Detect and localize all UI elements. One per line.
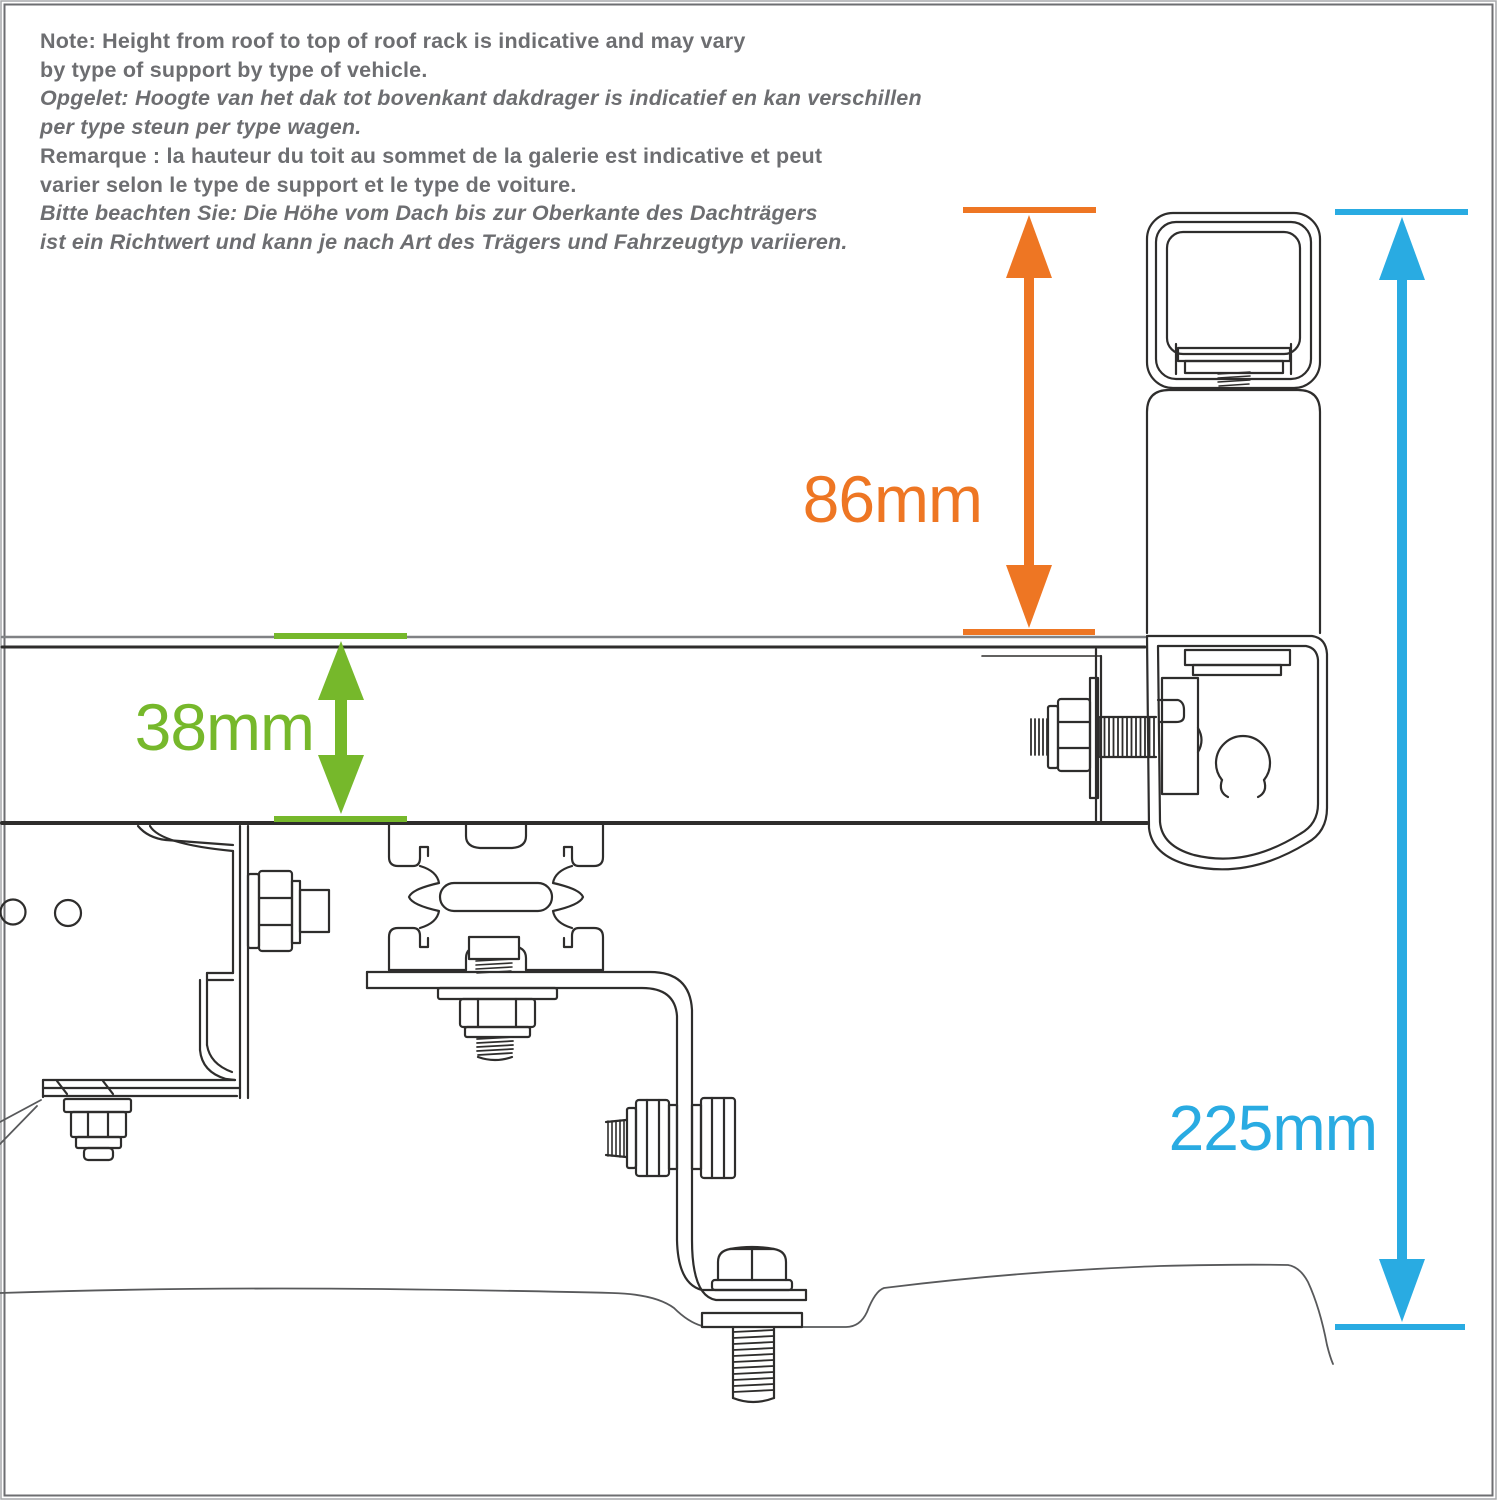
dim-tick (274, 816, 407, 822)
dim-tick (963, 629, 1095, 635)
dim-tick (274, 633, 407, 639)
clamp-rod-and-nut (1031, 678, 1156, 798)
arrow-down-icon (1379, 1259, 1425, 1322)
clamp-foot (1147, 636, 1327, 869)
dim-shaft (1397, 270, 1407, 1270)
note-block (40, 27, 1000, 257)
dimension-crossbar-height (135, 633, 407, 822)
dimension-rack-height (803, 207, 1096, 635)
note-line-nl-1: Opgelet: Hoogte van het dak tot bovenkant dakdrager is indicatief en kan verschillen (40, 86, 922, 111)
l-bracket-arm (367, 972, 806, 1327)
clamp-tower (1147, 390, 1320, 633)
note-line-de-2: ist ein Richtwert und kann je nach Art des Trägers und Fahrzeugtyp variieren. (40, 229, 848, 254)
technical-line-art (1, 213, 1328, 1402)
z-mounting-bracket (1, 826, 249, 1098)
note-line-nl-2: per type steun per type wagen. (40, 115, 362, 140)
hex-flange-bolt (712, 1247, 792, 1290)
dim-label-38mm: 38mm (134, 690, 314, 764)
flange-nut-and-stud (438, 988, 557, 1060)
note-line-fr-2: varier selon le type de support et le type de voiture. (40, 172, 577, 197)
dim-tick (1335, 1324, 1465, 1330)
arrow-down-icon (318, 755, 364, 814)
clamp-cover (1147, 213, 1320, 388)
note-line-fr-1: Remarque : la hauteur du toit au sommet de la galerie est indicative et peut (40, 143, 823, 168)
arrow-up-icon (318, 641, 364, 700)
dim-label-86mm: 86mm (802, 462, 982, 536)
dim-shaft (1024, 262, 1034, 592)
dim-tick (1335, 209, 1468, 215)
dim-label-225mm: 225mm (1168, 1092, 1377, 1164)
note-line-en-1: Note: Height from roof to top of roof rack is indicative and may vary (40, 29, 746, 53)
z-bracket-through-bolt (606, 1098, 735, 1178)
arrow-up-icon (1379, 217, 1425, 280)
arrow-up-icon (1006, 215, 1052, 278)
left-nut-stack (64, 1099, 131, 1160)
left-side-bolt (248, 871, 329, 951)
vehicle-roof-panel (0, 1100, 1333, 1364)
note-line-en-2: by type of support by type of vehicle. (40, 57, 428, 82)
note-line-de-1: Bitte beachten Sie: Die Höhe vom Dach bis zur Oberkante des Dachträgers (40, 201, 818, 226)
arrow-down-icon (1006, 565, 1052, 628)
t-slot-extrusion-bracket (389, 824, 603, 973)
threaded-stud (733, 1327, 774, 1402)
